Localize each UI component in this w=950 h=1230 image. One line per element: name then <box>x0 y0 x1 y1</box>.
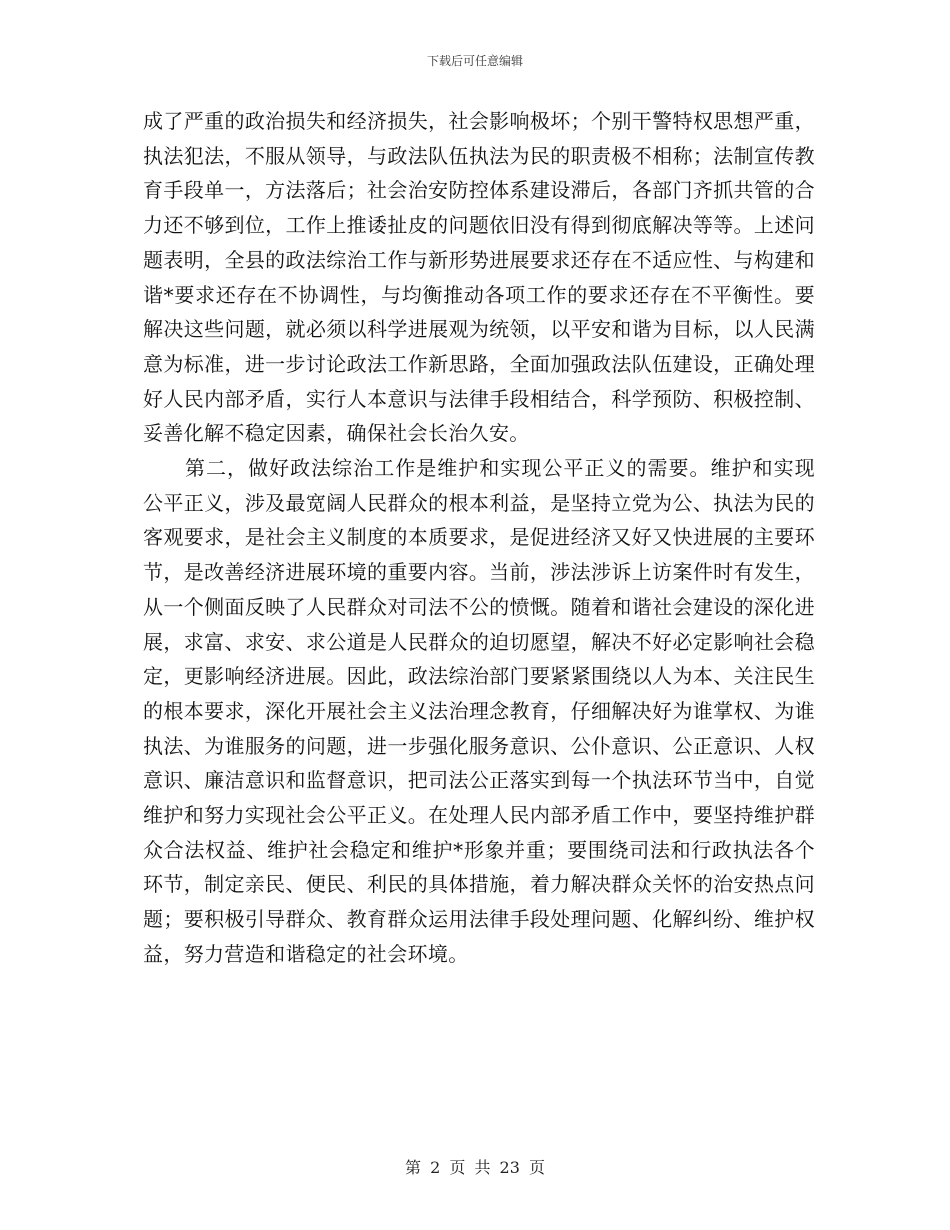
page-number-footer: 第 2 页 共 23 页 <box>405 1158 545 1177</box>
paragraph-second-point: 第二，做好政法综治工作是维护和实现公平正义的需要。维护和实现公平正义，涉及最宽阔人民群众的根本利益，是坚持立党为公、执法为民的客观要求，是社会主义制度的本质要求，是促进经济又好又快进展的主要环节，是改善经济进展环境的重要内容。当前，涉法涉诉上访案件时有发生，从一个侧面反映了人民群众对司法不公的愤慨。随着和谐社会建设的深化进展，求富、求安、求公道是人民群众的迫切愿望，解决不好必定影响社会稳定，更影响经济进展。因此，政法综治部门要紧紧围绕以人为本、关注民生的根本要求，深化开展社会主义法治理念教育，仔细解决好为谁掌权、为谁执法、为谁服务的问题，进一步强化服务意识、公仆意识、公正意识、人权意识、廉洁意识和监督意识，把司法公正落实到每一个执法环节当中，自觉维护和努力实现社会公平正义。在处理人民内部矛盾工作中，要坚持维护群众合法权益、维护社会稳定和维护*形象并重；要围绕司法和行政执法各个环节，制定亲民、便民、利民的具体措施，着力解决群众关怀的治安热点问题；要积极引导群众、教育群众运用法律手段处理问题、化解纠纷、维护权益，努力营造和谐稳定的社会环境。 <box>143 456 815 966</box>
paragraph-continuation: 成了严重的政治损失和经济损失，社会影响极坏；个别干警特权思想严重，执法犯法，不服从领导，与政法队伍执法为民的职责极不相称；法制宣传教育手段单一，方法落后；社会治安防控体系建设滞后，各部门齐抓共管的合力还不够到位，工作上推诿扯皮的问题依旧没有得到彻底解决等等。上述问题表明，全县的政法综治工作与新形势进展要求还存在不适应性、与构建和谐*要求还存在不协调性，与均衡推动各项工作的要求还存在不平衡性。要解决这些问题，就必须以科学进展观为统领，以平安和谐为目标，以人民满意为标准，进一步讨论政法工作新思路，全面加强政法队伍建设，正确处理好人民内部矛盾，实行人本意识与法律手段相结合，科学预防、积极控制、妥善化解不稳定因素，确保社会长治久安。 <box>143 109 815 446</box>
page-header-note: 下载后可任意编辑 <box>426 54 523 68</box>
document-body <box>143 104 815 972</box>
